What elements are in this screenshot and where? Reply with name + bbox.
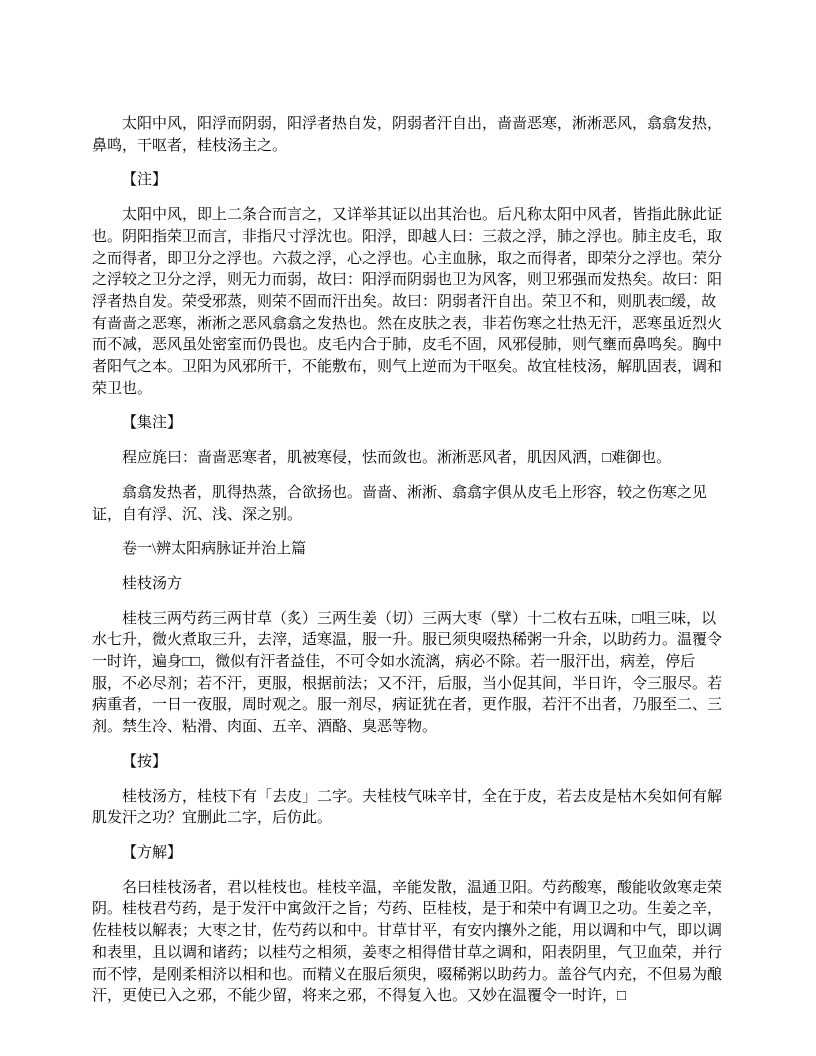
collected-note-continued: 翕翕发热者，肌得热蒸，合欲扬也。啬啬、淅淅、翕翕字俱从皮毛上形容，较之伤寒之见证，自有浮、沉、浅、深之别。: [92, 484, 708, 523]
document-body: [92, 114, 724, 1008]
note-paragraph: 太阳中风，即上二条合而言之，又详举其证以出其治也。后凡称太阳中风者，皆指此脉此证也。阴阳指荣卫而言，非指尺寸浮沈也。阳浮，即越人曰：三菽之浮，肺之浮也。肺主皮毛，取之而得者，即卫分之浮也。六菽之浮，心之浮也。心主血脉，取之而得者，即荣分之浮也。荣分之浮较之卫分之浮，则无力而弱，故曰：阳浮而阴弱也卫为风客，则卫邪强而发热矣。故曰：阳浮者热自发。荣受邪蒸，则荣不固而汗出矣。故曰：阴弱者汗自出。荣卫不和，则肌表□缓，故有啬啬之恶寒，淅淅之恶风翕翕之发热也。然在皮肤之表，非若伤寒之壮热无汗，恶寒虽近烈火而不减，恶风虽处密室而仍畏也。皮毛内合于肺，皮毛不固，风邪侵肺，则气壅而鼻鸣矣。胸中者阳气之本。卫阳为风邪所干，不能敷布，则气上逆而为干呕矣。故宜桂枝汤，解肌固表，调和荣卫也。: [92, 207, 723, 397]
breadcrumb-volume-chapter: 卷一\辨太阳病脉证并治上篇: [122, 541, 307, 558]
paragraph-taiyang-zhongfeng-main-text: 太阳中风，阳浮而阴弱，阳浮者热自发，阴弱者汗自出，啬啬恶寒，淅淅恶风，翕翕发热，鼻鸣，干呕者，桂枝汤主之。: [92, 116, 723, 154]
section-label-collected-notes: 【集注】: [122, 415, 183, 432]
recipe-title-guizhitang: 桂枝汤方: [122, 575, 183, 592]
section-label-remark: 【按】: [122, 753, 168, 770]
remark-paragraph: 桂枝汤方，桂枝下有「去皮」二字。夫桂枝气味辛甘，全在于皮，若去皮是枯木矣如何有解肌发汗之功？宜删此二字，后仿此。: [92, 788, 723, 827]
formula-explanation-paragraph: 名曰桂枝汤者，君以桂枝也。桂枝辛温，辛能发散，温通卫阳。芍药酸寒，酸能收敛寒走荣阴。桂枝君芍药，是于发汗中寓敛汗之旨；芍药、臣桂枝，是于和荣中有调卫之功。生姜之辛，佐桂枝以解表；大枣之甘，佐芍药以和中。甘草甘平，有安内攘外之能，用以调和中气，即以调和表里，且以调和诸药；以桂芍之相须，姜枣之相得借甘草之调和，阳表阴里，气卫血荣，并行而不悖，是刚柔相济以相和也。而精义在服后须臾，啜稀粥以助药力。盖谷气内充，不但易为酿汗，更使已入之邪，不能少留，将来之邪，不得复入也。又妙在温覆令一时许，□: [92, 879, 723, 1005]
section-label-formula-explanation: 【方解】: [122, 844, 183, 861]
recipe-ingredients-and-method: 桂枝三两芍药三两甘草（炙）三两生姜（切）三两大枣（擘）十二枚右五味，□咀三味，以水七升，微火煮取三升，去滓，适寒温，服一升。服已须臾啜热稀粥一升余，以助药力。温覆令一时许，遍身□□，微似有汗者益佳，不可令如水流漓，病必不除。若一服汗出，病差，停后服，不必尽剂；若不汗，更服，根据前法；又不汗，后服，当小促其间，半日许，令三服尽。若病重者，一日一夜服，周时观之。服一剂尽，病证犹在者，更作服，若汗不出者，乃服至二、三剂。禁生冷、粘滑、肉面、五辛、酒酪、臭恶等物。: [92, 610, 723, 736]
section-label-note: 【注】: [122, 172, 168, 189]
collected-note-cheng-yingmao: 程应旄曰：啬啬恶寒者，肌被寒侵，怯而敛也。淅淅恶风者，肌因风洒，□难御也。: [122, 450, 672, 467]
